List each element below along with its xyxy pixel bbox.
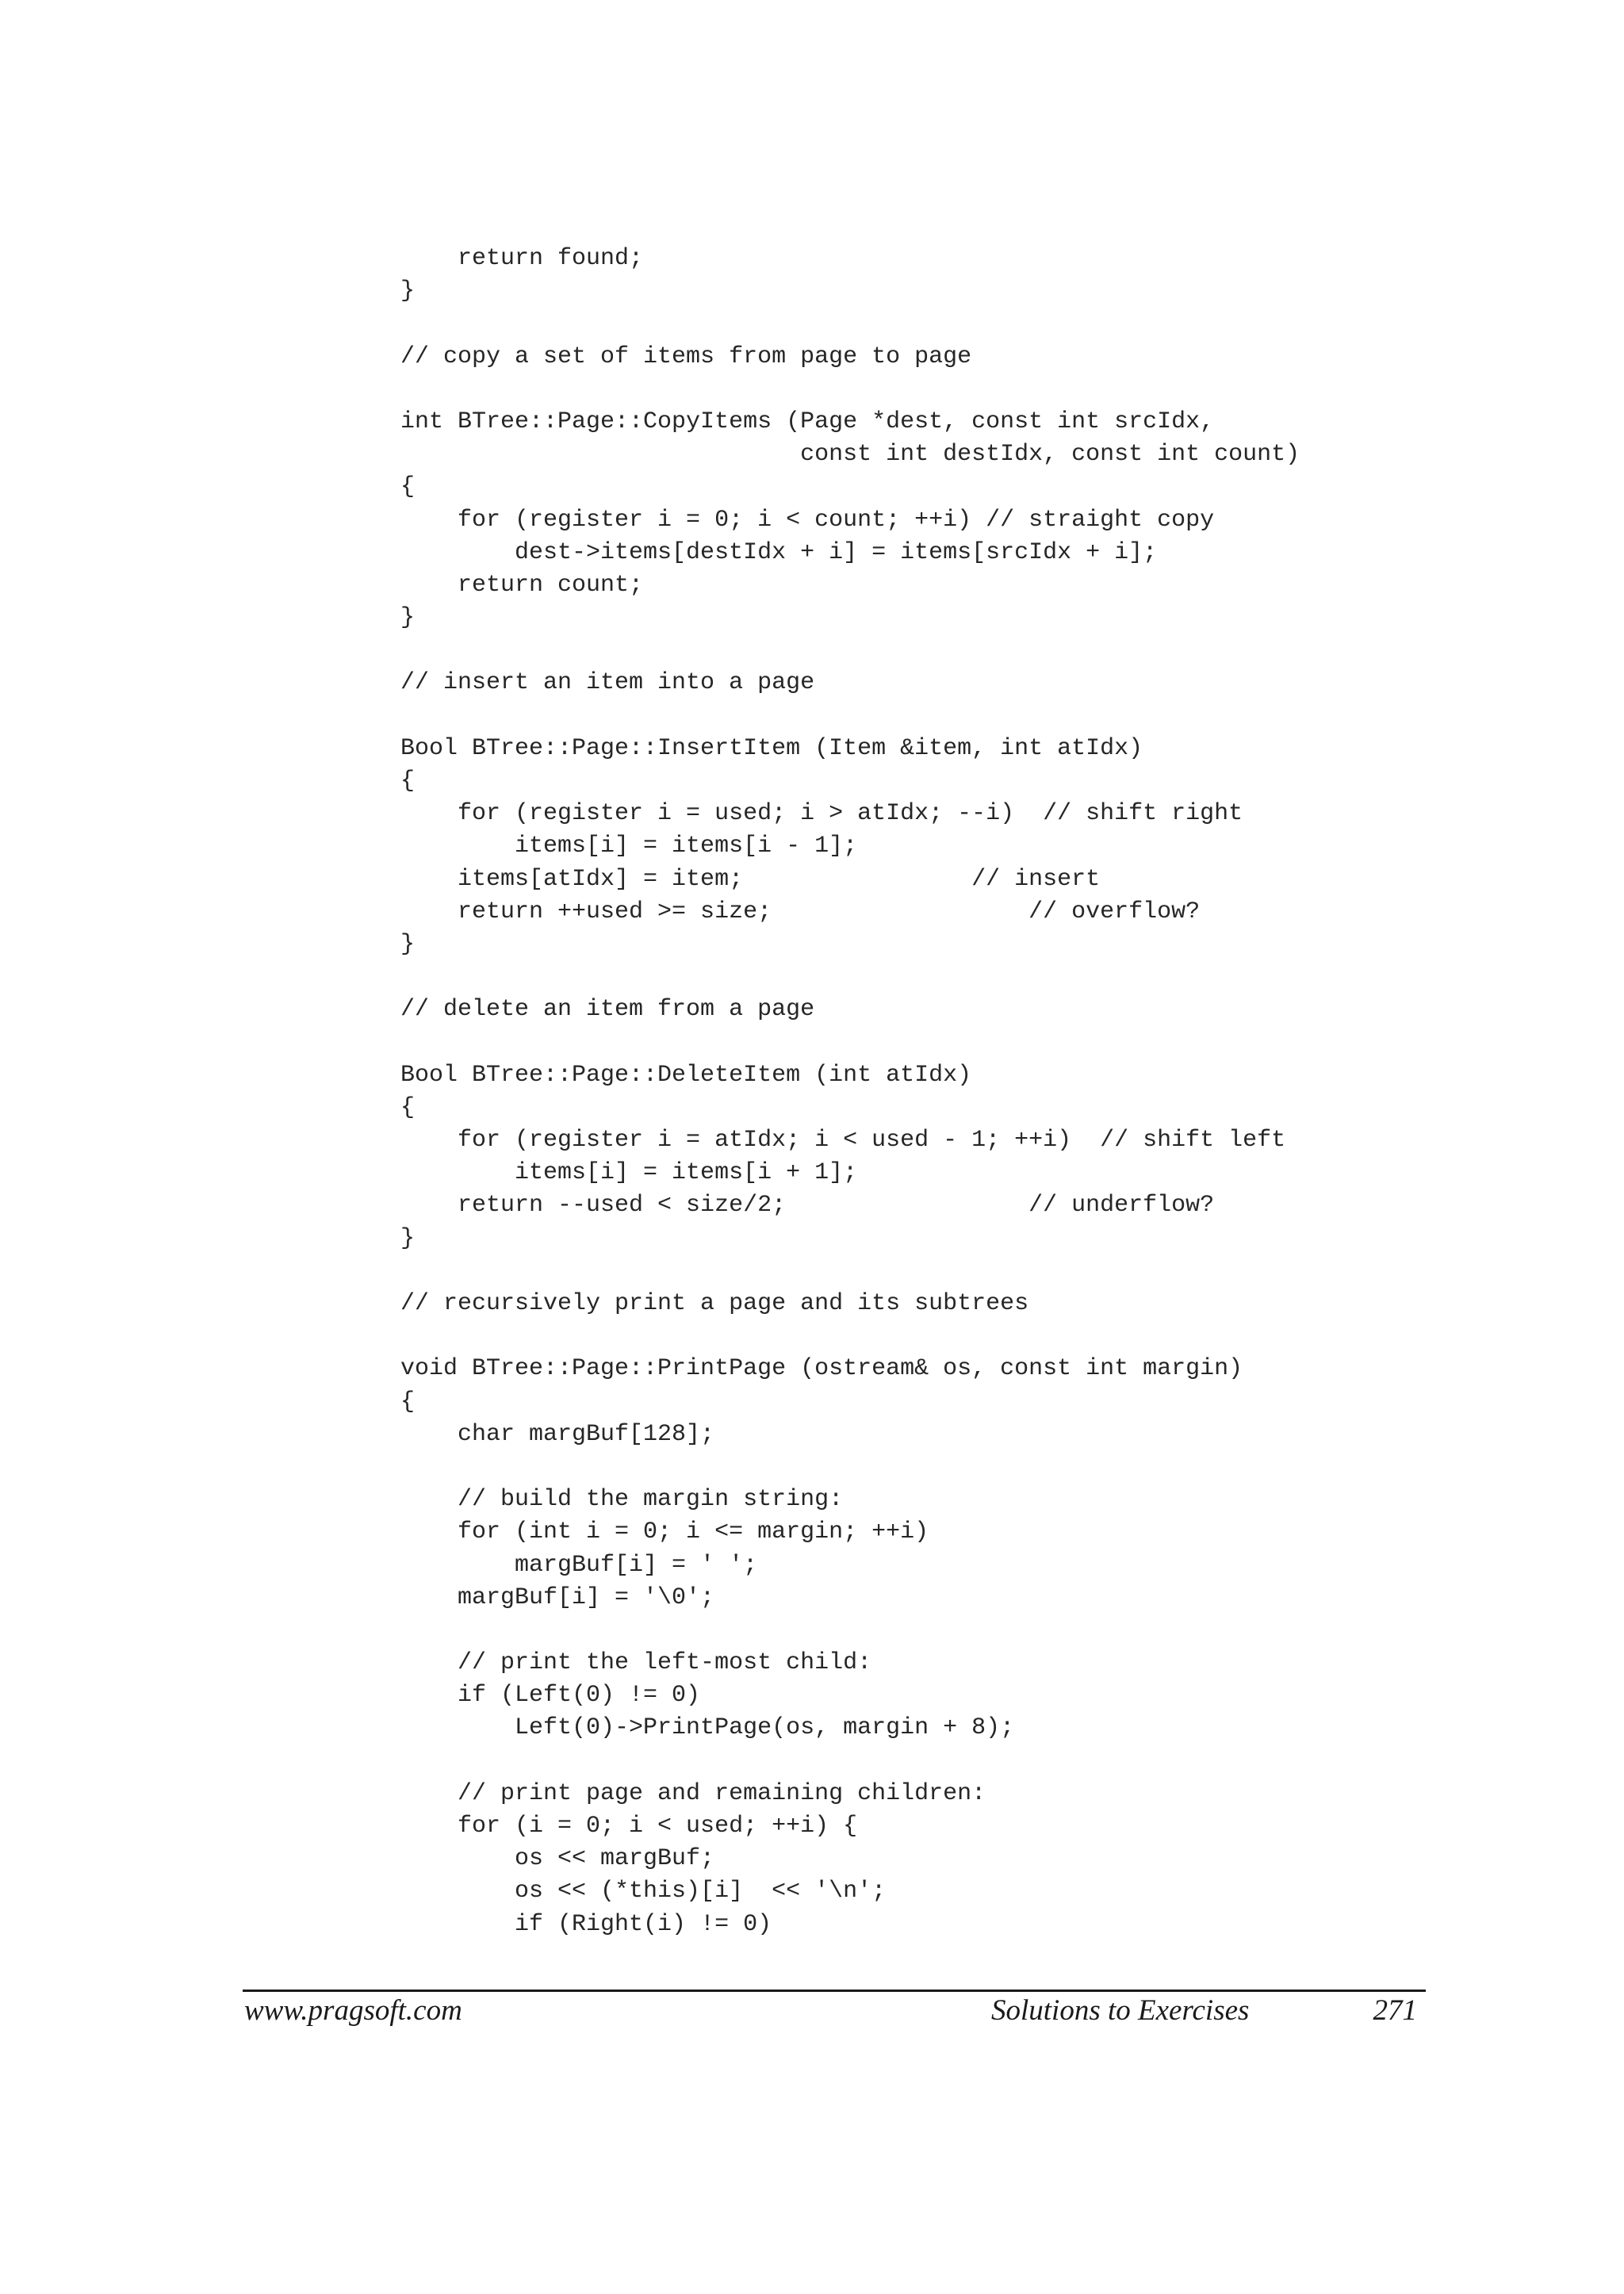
code-line: items[i] = items[i + 1]; — [400, 1159, 858, 1187]
footer-website: www.pragsoft.com — [244, 1994, 462, 2027]
code-line: // copy a set of items from page to page — [400, 343, 972, 370]
code-line — [400, 1614, 1300, 1647]
code-line: { — [400, 1093, 416, 1121]
code-line: return count; — [400, 571, 644, 599]
code-line: { — [400, 1388, 416, 1415]
code-line: if (Left(0) != 0) — [400, 1682, 701, 1710]
footer-page-number: 271 — [1373, 1994, 1417, 2027]
code-line: const int destIdx, const int count) — [400, 441, 1300, 469]
code-line: } — [400, 604, 416, 632]
code-line: void BTree::Page::PrintPage (ostream& os, const int margin) — [400, 1355, 1243, 1383]
code-line: items[i] = items[i - 1]; — [400, 833, 858, 860]
code-line: for (i = 0; i < used; ++i) { — [400, 1813, 858, 1840]
code-line: // build the margin string: — [400, 1486, 844, 1514]
code-line: for (register i = 0; i < count; ++i) // straight copy — [400, 506, 1215, 534]
code-line: // print the left-most child: — [400, 1649, 872, 1677]
code-line — [400, 308, 1300, 340]
code-line — [400, 1320, 1300, 1353]
code-line: os << (*this)[i] << '\n'; — [400, 1878, 887, 1905]
code-line: // recursively print a page and its subtrees — [400, 1290, 1029, 1317]
code-line: margBuf[i] = '\0'; — [400, 1584, 715, 1611]
code-line: for (int i = 0; i <= margin; ++i) — [400, 1518, 929, 1546]
code-line: } — [400, 278, 416, 305]
code-line: dest->items[destIdx + i] = items[srcIdx + i]; — [400, 538, 1158, 566]
footer-section-title: Solutions to Exercises — [991, 1994, 1250, 2027]
code-line — [400, 1255, 1300, 1288]
code-line: items[atIdx] = item; // insert — [400, 865, 1101, 893]
code-line: Bool BTree::Page::DeleteItem (int atIdx) — [400, 1061, 972, 1089]
code-line: for (register i = used; i > atIdx; --i) // shift right — [400, 800, 1243, 828]
code-line — [400, 961, 1300, 994]
code-line: int BTree::Page::CopyItems (Page *dest, const int srcIdx, — [400, 408, 1215, 435]
code-line: return ++used >= size; // overflow? — [400, 898, 1201, 925]
code-line: os << margBuf; — [400, 1845, 715, 1873]
code-line: if (Right(i) != 0) — [400, 1910, 772, 1938]
code-line: return --used < size/2; // underflow? — [400, 1192, 1215, 1220]
code-line: // delete an item from a page — [400, 996, 815, 1024]
code-line: for (register i = atIdx; i < used - 1; ++i) // shift left — [400, 1127, 1286, 1155]
code-line: } — [400, 1224, 416, 1252]
code-line: { — [400, 768, 416, 795]
code-listing — [400, 243, 1300, 1941]
code-line — [400, 634, 1300, 667]
code-line: { — [400, 473, 416, 501]
code-line: // print page and remaining children: — [400, 1779, 986, 1807]
code-line: margBuf[i] = ' '; — [400, 1551, 758, 1579]
code-line: // insert an item into a page — [400, 669, 815, 697]
code-line: Bool BTree::Page::InsertItem (Item &item, int atIdx) — [400, 734, 1143, 762]
code-line: Left(0)->PrintPage(os, margin + 8); — [400, 1714, 1015, 1742]
code-line: char margBuf[128]; — [400, 1420, 715, 1448]
code-line — [400, 1451, 1300, 1484]
code-line — [400, 700, 1300, 733]
code-line — [400, 1027, 1300, 1059]
code-line: return found; — [400, 245, 644, 272]
code-line — [400, 1745, 1300, 1778]
code-line — [400, 373, 1300, 406]
code-line: } — [400, 930, 416, 958]
